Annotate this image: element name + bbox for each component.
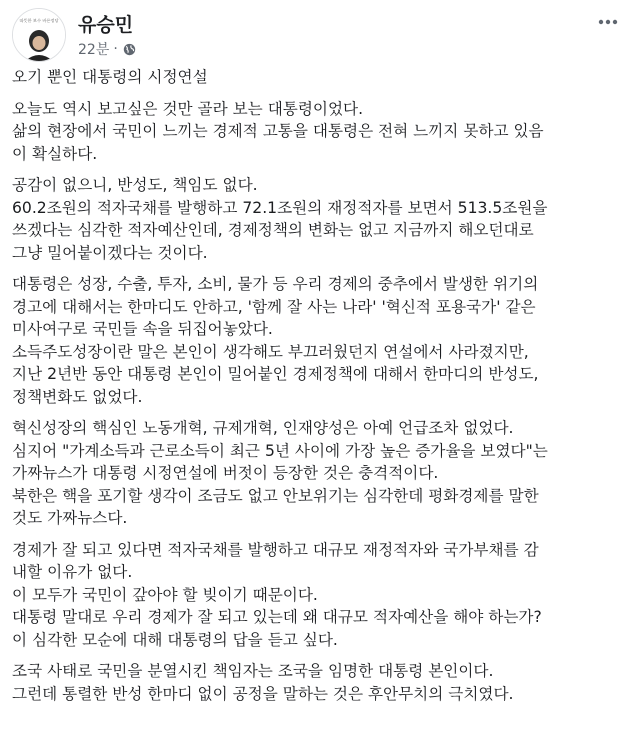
post-timestamp[interactable]: 22분	[78, 42, 110, 58]
post-title-paragraph	[12, 66, 624, 89]
post-text-line: 것도 가짜뉴스다.	[12, 509, 128, 527]
post-text-line: 60.2조원의 적자국채를 발행하고 72.1조원의 재정적자를 보면서 513.5조원을	[12, 198, 548, 217]
post-text-line: 이 심각한 모순에 대해 대통령의 답을 듣고 싶다.	[12, 630, 338, 649]
post-paragraph	[12, 273, 624, 408]
post-text-line: 혁신성장의 핵심인 노동개혁, 규제개혁, 인재양성은 아예 언급조차 없었다.	[12, 419, 514, 437]
avatar[interactable]	[12, 8, 66, 62]
post-text-line: 지난 2년반 동안 대통령 본인이 밀어붙인 경제정책에 대해서 한마디의 반성도,	[12, 365, 539, 383]
post-text-line: 조국 사태로 국민을 분열시킨 책임자는 조국을 임명한 대통령 본인이다.	[12, 662, 494, 680]
avatar-image	[13, 9, 65, 61]
post-body	[12, 66, 624, 714]
post-text-line: 이 확실하다.	[12, 144, 98, 163]
post-text-line: 내할 이유가 없다.	[12, 563, 133, 581]
post-text-line: 이 모두가 국민이 갚아야 할 빚이기 때문이다.	[12, 585, 318, 604]
post-text-line: 소득주도성장이란 말은 본인이 생각해도 부끄러웠던지 연설에서 사라졌지만,	[12, 342, 529, 361]
post-paragraph	[12, 98, 624, 166]
meta-separator: ·	[113, 41, 118, 57]
post-text-line: 북한은 핵을 포기할 생각이 조금도 없고 안보위기는 심각한데 평화경제를 말한	[12, 486, 539, 505]
post-paragraph	[12, 417, 624, 530]
post-text-line: 오늘도 역시 보고싶은 것만 골라 보는 대통령이었다.	[12, 99, 364, 118]
avatar-text: 따뜻한 보수 바른정당	[19, 18, 59, 23]
globe-icon[interactable]	[123, 43, 136, 56]
post-text-line: 그냥 밀어붙이겠다는 것이다.	[12, 243, 208, 262]
post-text-line: 경제가 잘 되고 있다면 적자국채를 발행하고 대규모 재정적자와 국가부채를 감	[12, 540, 539, 559]
post-text-line: 공감이 없으니, 반성도, 책임도 없다.	[12, 176, 258, 194]
post-text-line: 경고에 대해서는 한마디도 안하고, '함께 잘 사는 나라' '혁신적 포용국가' 같은	[12, 297, 536, 316]
more-horizontal-icon	[598, 19, 618, 25]
more-options-button[interactable]	[595, 12, 621, 32]
post-text-line: 미사여구로 국민들 속을 뒤집어놓았다.	[12, 320, 273, 338]
post-paragraph	[12, 539, 624, 652]
post-text-line: 그런데 통렬한 반성 한마디 없이 공정을 말하는 것은 후안무치의 극치였다.	[12, 684, 514, 703]
post-paragraph	[12, 174, 624, 264]
post-meta	[78, 39, 136, 59]
post-text-line: 가짜뉴스가 대통령 시정연설에 버젓이 등장한 것은 충격적이다.	[12, 464, 439, 482]
post-text-line: 정책변화도 없었다.	[12, 387, 143, 406]
post-text-line: 심지어 "가계소득과 근로소득이 최근 5년 사이에 가장 높은 증가율을 보였다"는	[12, 441, 548, 460]
post-text-line: 대통령은 성장, 수출, 투자, 소비, 물가 등 우리 경제의 중추에서 발생한 위기의	[12, 275, 539, 293]
post-text-line: 쓰겠다는 심각한 적자예산인데, 경제정책의 변화는 없고 지금까지 해오던대로	[12, 221, 534, 239]
post-paragraph	[12, 660, 624, 705]
post-text-line: 대통령 말대로 우리 경제가 잘 되고 있는데 왜 대규모 적자예산을 해야 하는가?	[12, 608, 542, 626]
post-text-line: 오기 뿐인 대통령의 시정연설	[12, 68, 208, 86]
post-text-line: 삶의 현장에서 국민이 느끼는 경제적 고통을 대통령은 전혀 느끼지 못하고 있음	[12, 122, 544, 140]
post-header	[12, 8, 623, 60]
author-name[interactable]: 유승민	[78, 14, 134, 36]
